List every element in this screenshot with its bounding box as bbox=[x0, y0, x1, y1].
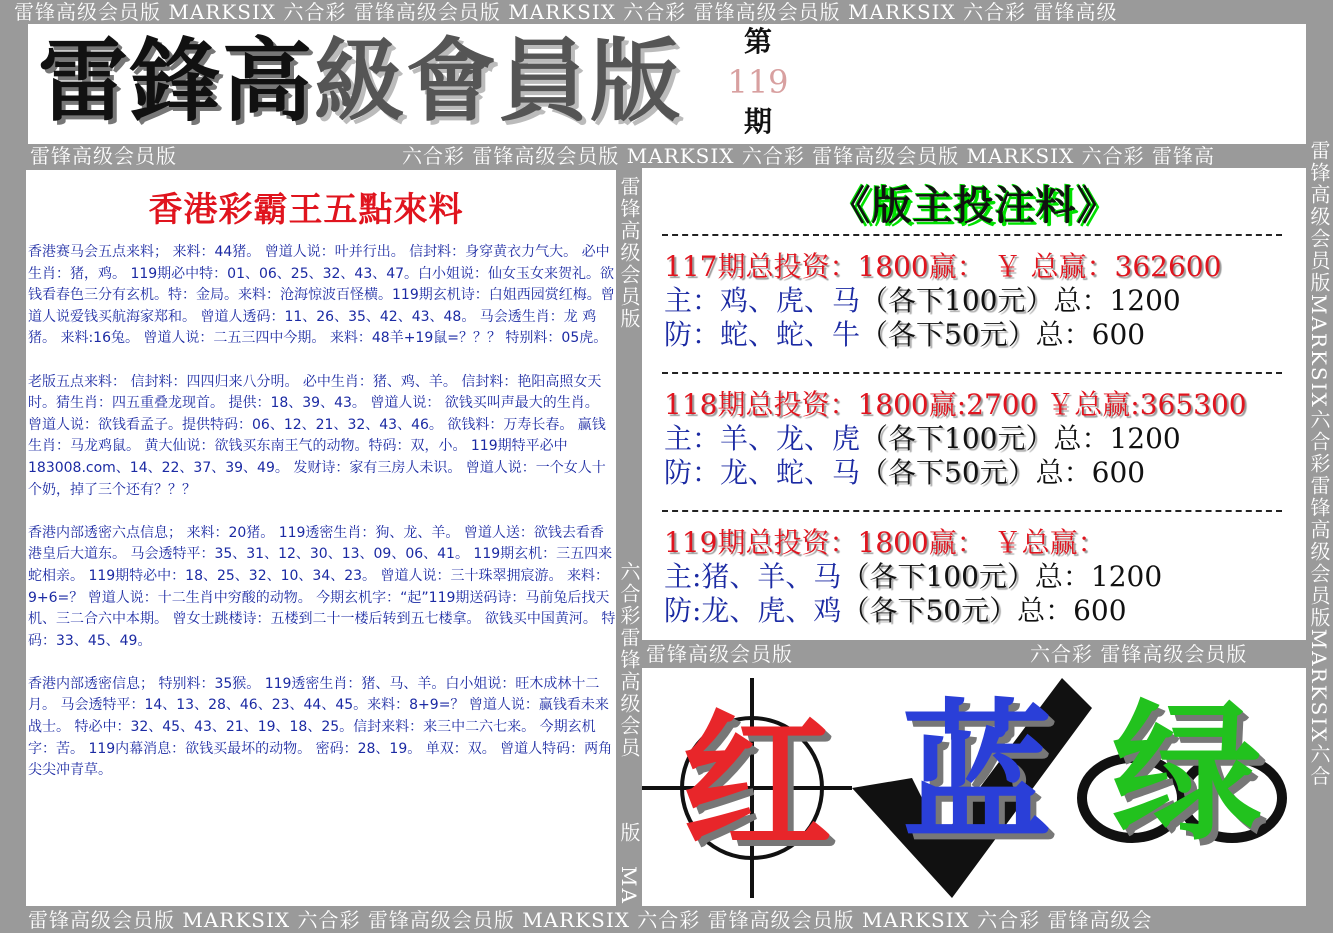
info-paragraph-3: 香港内部透密六点信息； 来料：20猪。 119透密生肖：狗、龙、羊。 曾道人送：欲钱去看香港皇后大道东。 马会透特平：35、31、12、30、13、09、06、41。 119期玄机：三五四来蛇相亲。 119期特必中：18、25、32、10、34、23。 曾道人说：三十珠翠拥宸游。 来料：9+6=？ 曾道人说：十二生肖中穷酸的动物。 今期玄机字：“起”119期送码诗：马前兔后找天机、三二合六中本期。 曾女士跳楼诗：五楼到二十一楼后转到五七楼拿。 欲钱买中国黄河。 特码：33、45、49。 bbox=[28, 524, 616, 649]
art-char-red: 红 bbox=[682, 695, 833, 871]
bet-guard-label: 防:龙、虎、鸡 bbox=[664, 594, 842, 627]
watermark-band-bottom: 雷锋高级会员版 MARKSIX 六合彩 雷锋高级会员版 MARKSIX 六合彩 雷锋高级会员版 MARKSIX 六合彩 雷锋高级会 bbox=[28, 908, 1153, 932]
art-char-green: 绿 bbox=[1112, 685, 1263, 861]
bet-guard-amount: （各下50元） bbox=[860, 456, 1036, 489]
bet-invest-line: 117期总投资：1800赢： ￥ 总赢：362600 bbox=[664, 250, 1222, 283]
watermark-band-lower-right-a: 雷锋高级会员版 bbox=[646, 642, 793, 666]
bet-main-label: 主:猪、羊、马 bbox=[664, 560, 842, 593]
bet-main-line bbox=[664, 284, 1304, 318]
bet-record-119 bbox=[664, 526, 1304, 628]
info-paragraph-4: 香港内部透密信息； 特别料：35猴。 119透密生肖：猪、马、羊。白小姐说：旺木成林十二月。 马会透特平：14、13、28、46、23、44、45。来料：8+9=？ 曾道人说：赢钱看未来战士。 特必中：32、45、43、21、19、18、25。信封来料：来三中二六七来。 今期玄机字：苦。 119内幕消息：欲钱买最坏的动物。 密码：28、19。 单双：双。 曾道人特码：两角尖尖冲青草。 bbox=[28, 675, 613, 779]
bet-main-label: 主：羊、龙、虎 bbox=[664, 422, 861, 455]
bet-guard-label: 防：蛇、蛇、牛 bbox=[664, 318, 861, 351]
bet-main-total: 总：1200 bbox=[1034, 560, 1163, 593]
left-panel-title: 香港彩霸王五點來料 bbox=[148, 190, 464, 230]
watermark-vertical-middle-d: MA bbox=[617, 865, 641, 905]
info-paragraph-1: 香港赛马会五点来料； 来料：44猪。 曾道人说：叶并行出。 信封料：身穿黄衣力气大。 必中生肖：猪，鸡。 119期必中特：01、06、25、32、43、47。白小姐说：仙女玉女来贺礼。欲钱看春色三分有玄机。特：金局。来料：沧海惊波百怪横。119期玄机诗：白姐西园赏红梅。曾道人说爱钱买航海家郑和。 曾道人透码：11、26、35、42、43、48。 马会透生肖：龙 鸡 猪。 来料:16兔。 曾道人说：二五三四中今期。 来料：48羊+19鼠=？？？ 特别料：05虎。 bbox=[28, 244, 615, 347]
watermark-vertical-middle-a: 雷锋高级会员版 bbox=[617, 176, 641, 330]
bet-record-117 bbox=[664, 250, 1304, 352]
bet-main-line bbox=[664, 422, 1304, 456]
bet-main-amount: （各下100元） bbox=[860, 284, 1054, 317]
issue-suffix: 期 bbox=[743, 105, 772, 138]
watermark-vertical-middle-b: 六合彩雷锋高级会员 bbox=[617, 561, 641, 759]
watermark-band-mid-left: 雷锋高级会员版 bbox=[30, 144, 177, 168]
page-title-part2: 級會員版 bbox=[314, 28, 682, 134]
right-panel-title: 《版主投注料》 bbox=[830, 182, 1118, 229]
right-panel bbox=[642, 168, 1306, 640]
info-paragraph-2: 老版五点来料： 信封料：四四归来八分明。 必中生肖：猪、鸡、羊。 信封料：艳阳高照女天时。猜生肖：四五重叠龙现首。 提供：18、39、43。 曾道人说： 欲钱买叫声最大的生肖。 曾道人说：欲钱看孟子。提供特码：06、12、21、32、43、46。 欲钱料：万寿长春。 赢钱生肖：马龙鸡鼠。 黄大仙说：欲钱买东南王气的动物。特码：双，小。 119期特平必中183008.com、14、22、37、39、49。 发财诗：家有三房人未识。 曾道人说：一个女人十个奶，掉了三个还有？？？ bbox=[28, 373, 606, 498]
bet-main-amount: （各下100元） bbox=[860, 422, 1054, 455]
divider bbox=[662, 234, 1282, 236]
bet-main-amount: （各下100元） bbox=[841, 560, 1035, 593]
bet-invest-line: 118期总投资：1800赢:2700 ￥总赢:365300 bbox=[664, 388, 1247, 421]
bet-guard-amount: （各下50元） bbox=[860, 318, 1036, 351]
bet-invest-line: 119期总投资：1800赢： ￥总赢： bbox=[664, 526, 1106, 559]
left-panel-body bbox=[28, 242, 616, 803]
watermark-vertical-right: 雷锋高级会员版MARKSIX六合彩雷锋高级会员版MARKSIX六合 bbox=[1307, 140, 1331, 788]
bet-record-118 bbox=[664, 388, 1304, 490]
bet-main-line bbox=[664, 560, 1304, 594]
watermark-band-mid-right: 六合彩 雷锋高级会员版 MARKSIX 六合彩 雷锋高级会员版 MARKSIX 六合彩 雷锋高 bbox=[402, 144, 1216, 168]
watermark-band-lower-right-b: 六合彩 雷锋高级会员版 bbox=[1030, 642, 1248, 666]
art-char-blue: 蓝 bbox=[902, 685, 1053, 861]
header-banner bbox=[28, 24, 1306, 144]
bet-guard-label: 防：龙、蛇、马 bbox=[664, 456, 861, 489]
bet-main-total: 总：1200 bbox=[1053, 284, 1181, 317]
bet-guard-amount: （各下50元） bbox=[841, 594, 1018, 627]
page-title bbox=[38, 26, 682, 136]
issue-number: 119 bbox=[727, 63, 789, 101]
bet-main-total: 总：1200 bbox=[1053, 422, 1181, 455]
issue-prefix: 第 bbox=[743, 25, 772, 58]
watermark-vertical-middle-c: 版 bbox=[617, 822, 641, 844]
page-title-part1: 雷鋒高 bbox=[38, 28, 314, 134]
bet-guard-total: 总：600 bbox=[1017, 594, 1127, 627]
bet-guard-line bbox=[664, 456, 1304, 490]
bet-guard-line bbox=[664, 594, 1304, 628]
watermark-band-top: 雷锋高级会员版 MARKSIX 六合彩 雷锋高级会员版 MARKSIX 六合彩 雷锋高级会员版 MARKSIX 六合彩 雷锋高级 bbox=[14, 0, 1118, 24]
divider bbox=[662, 372, 1282, 374]
left-panel bbox=[26, 170, 616, 906]
color-art-panel bbox=[642, 668, 1306, 906]
bet-guard-total: 总：600 bbox=[1035, 318, 1146, 351]
bet-guard-line bbox=[664, 318, 1304, 352]
issue-label bbox=[718, 24, 798, 140]
bet-guard-total: 总：600 bbox=[1035, 456, 1146, 489]
divider bbox=[662, 510, 1282, 512]
bet-main-label: 主：鸡、虎、马 bbox=[664, 284, 861, 317]
